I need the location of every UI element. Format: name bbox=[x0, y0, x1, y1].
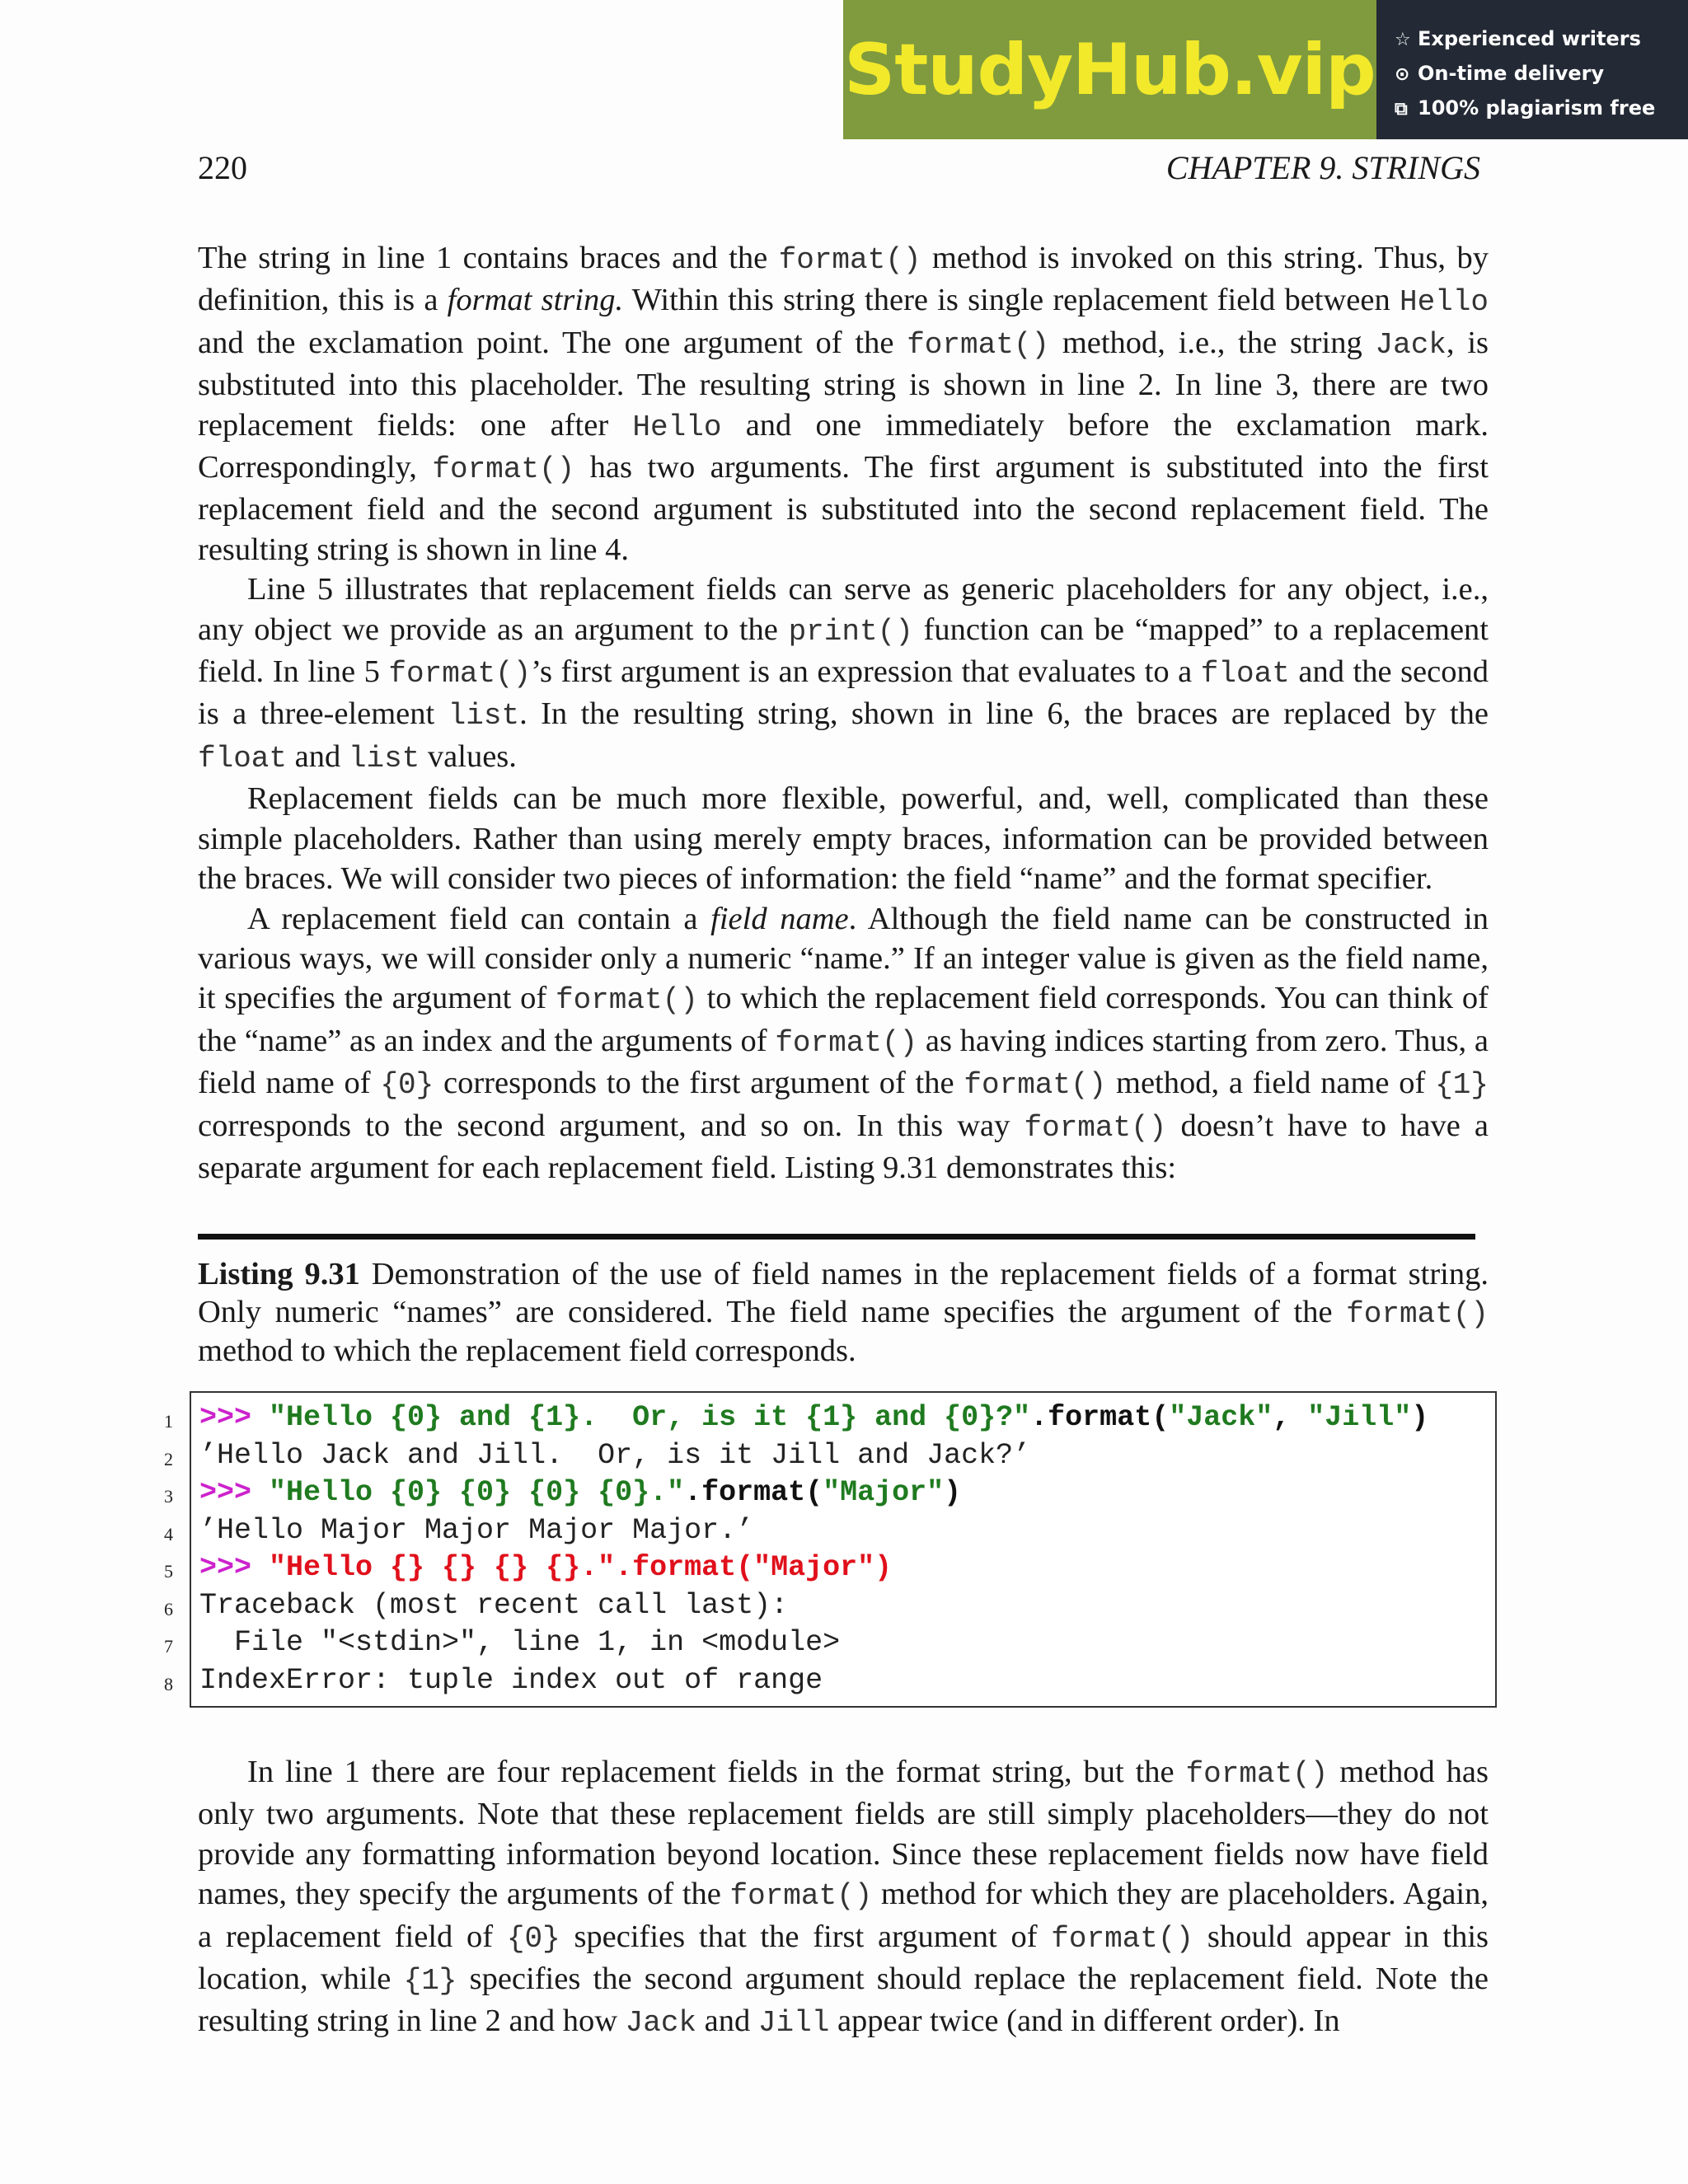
inline-code: float bbox=[198, 741, 288, 776]
code-token: , bbox=[1273, 1401, 1308, 1434]
inline-code: Jack bbox=[625, 2006, 697, 2041]
inline-code: format() bbox=[775, 1025, 918, 1060]
inline-code: format() bbox=[1051, 1921, 1194, 1956]
paragraph-1: The string in line 1 contains braces and the format() method is invoked on this string. Thus, by definition, this is a format string. Within this string there is single replacement field between Hello and the exclamation point. The one argument of the format() method, i.e., the string Jack, is substituted into this placeholder. The resulting string is shown in line 2. In line 3, there are two replacement fields: one after Hello and one immediately before the exclamation mark. Correspondingly, format() has two arguments. The first argument is substituted into the first replacement field and the second argument is substituted into the second replacement field. The resulting string is shown in line 4. bbox=[198, 241, 1489, 567]
studyhub-banner[interactable] bbox=[843, 0, 1688, 139]
prompt-token: >>> bbox=[199, 1401, 270, 1434]
chapter-title: CHAPTER 9. STRINGS bbox=[1165, 149, 1480, 186]
inline-code: list bbox=[448, 699, 520, 733]
star-icon: ☆ bbox=[1395, 30, 1411, 50]
paragraph-3: Replacement fields can be much more flexible, powerful, and, well, complicated than these simple placeholders. Rather than using merely empty braces, information can be provided between the braces. We will consider two pieces of information: the field “name” and the format specifier. bbox=[198, 781, 1489, 897]
body-text-bottom bbox=[198, 1752, 1489, 2044]
inline-code: list bbox=[348, 741, 420, 776]
listing-caption-text: Demonstration of the use of field names in the replacement fields of a format string. Only numeric “names” are considered. The field name specifies the argument of the format() method to which the replacement field corresponds. bbox=[198, 1257, 1489, 1368]
code-token: "Hello {} {} {} {}.".format("Major") bbox=[269, 1551, 893, 1584]
line-number: 2 bbox=[164, 1448, 173, 1469]
inline-code: {0} bbox=[380, 1068, 434, 1103]
code-token: .format( bbox=[1030, 1401, 1170, 1434]
paragraph-5: In line 1 there are four replacement fields in the format string, but the format() method has only two arguments. Note that these replacement fields are still simply placeholders—they do not provide any formatting information beyond location. Since these replacement fields now have field names, they specify the arguments of the format() method for which they are placeholders. Again, a replacement field of {0} specifies that the first argument of format() should appear in this location, while {1} specifies the second argument should replace the replacement field. Note the resulting string in line 2 and how Jack and Jill appear twice (and in different order). In bbox=[198, 1755, 1489, 2041]
code-token: ) bbox=[1411, 1401, 1429, 1434]
inline-code: format() bbox=[388, 657, 532, 691]
page-number: 220 bbox=[198, 149, 247, 186]
inline-code: Hello bbox=[632, 410, 722, 444]
listing-caption bbox=[198, 1256, 1489, 1371]
clock-icon: ⊙ bbox=[1395, 64, 1410, 85]
inline-code: Hello bbox=[1399, 285, 1489, 320]
code-token: "Jack" bbox=[1169, 1401, 1273, 1434]
inline-code: format() bbox=[778, 243, 921, 277]
line-number: 7 bbox=[164, 1636, 173, 1657]
inline-code: {0} bbox=[506, 1921, 560, 1956]
inline-code: format() bbox=[432, 452, 575, 487]
inline-code: float bbox=[1200, 657, 1290, 691]
inline-code: format() bbox=[964, 1068, 1107, 1103]
code-line bbox=[199, 1587, 788, 1625]
listing-top-rule bbox=[198, 1234, 1475, 1240]
running-head bbox=[198, 148, 1480, 194]
code-listing bbox=[190, 1391, 1497, 1708]
body-text-top bbox=[198, 238, 1489, 1188]
line-number: 4 bbox=[164, 1523, 173, 1544]
inline-code: format() bbox=[729, 1879, 873, 1914]
italic-term: format string. bbox=[447, 283, 624, 318]
code-line bbox=[199, 1549, 892, 1587]
studyhub-logo[interactable] bbox=[843, 0, 1376, 139]
code-token: "Major" bbox=[823, 1476, 945, 1509]
line-number: 1 bbox=[164, 1411, 173, 1432]
prompt-token: >>> bbox=[199, 1551, 270, 1584]
inline-code: {1} bbox=[403, 1964, 457, 1999]
code-token: ’Hello Major Major Major Major.’ bbox=[199, 1513, 754, 1547]
line-number: 8 bbox=[164, 1673, 173, 1694]
code-line bbox=[199, 1474, 961, 1512]
code-line bbox=[199, 1662, 823, 1700]
feature-plagiarism-free: ⧉ 100% plagiarism free bbox=[1395, 91, 1688, 125]
prompt-token: >>> bbox=[199, 1476, 270, 1509]
inline-code: {1} bbox=[1435, 1068, 1489, 1103]
code-token: "Hello {0} {0} {0} {0}." bbox=[269, 1476, 685, 1509]
paragraph-2: Line 5 illustrates that replacement fields can serve as generic placeholders for any object, i.e., any object we provide as an argument to the print() function can be “mapped” to a replacement field. In line 5 format()’s first argument is an expression that evaluates to a float and the second is a three-element list. In the resulting string, shown in line 6, the braces are replaced by the float and list values. bbox=[198, 572, 1489, 776]
listing-label: Listing 9.31 bbox=[198, 1257, 360, 1291]
inline-code: format() bbox=[1185, 1757, 1329, 1791]
line-number: 5 bbox=[164, 1561, 173, 1582]
code-token: File "<stdin>", line 1, in <module> bbox=[199, 1626, 841, 1659]
code-token: ’Hello Jack and Jill. Or, is it Jill and Jack?’ bbox=[199, 1438, 1031, 1472]
code-line bbox=[199, 1399, 1428, 1437]
logo-text: StudyHub.vip bbox=[844, 28, 1376, 111]
italic-term: field name bbox=[710, 901, 849, 936]
code-line bbox=[199, 1624, 840, 1662]
feature-on-time-delivery: ⊙ On-time delivery bbox=[1395, 56, 1688, 91]
inline-code: format() bbox=[1346, 1296, 1489, 1331]
inline-code: print() bbox=[788, 614, 913, 649]
inline-code: Jill bbox=[757, 2006, 830, 2041]
inline-code: format() bbox=[907, 327, 1050, 362]
line-number: 3 bbox=[164, 1486, 173, 1507]
code-line bbox=[199, 1437, 1030, 1475]
feature-experienced-writers: ☆ Experienced writers bbox=[1395, 21, 1688, 56]
code-token: ) bbox=[944, 1476, 962, 1509]
code-token: "Jill" bbox=[1307, 1401, 1412, 1434]
line-number: 6 bbox=[164, 1598, 173, 1619]
code-token: IndexError: tuple index out of range bbox=[199, 1663, 823, 1697]
paragraph-4: A replacement field can contain a field name. Although the field name can be constructed in various ways, we will consider only a numeric “name.” If an integer value is given as the field name, it specifies the argument of format() to which the replacement field corresponds. You can think of the “name” as an index and the arguments of format() as having indices starting from zero. Thus, a field name of {0} corresponds to the first argument of the format() method, a field name of {1} corresponds to the second argument, and so on. In this way format() doesn’t have to have a separate argument for each replacement field. Listing 9.31 demonstrates this: bbox=[198, 901, 1489, 1185]
inline-code: format() bbox=[555, 983, 698, 1018]
banner-features bbox=[1376, 0, 1688, 139]
inline-code: format() bbox=[1024, 1110, 1167, 1145]
code-token: Traceback (most recent call last): bbox=[199, 1588, 789, 1622]
code-token: "Hello {0} and {1}. Or, is it {1} and {0}?" bbox=[269, 1401, 1031, 1434]
inline-code: Jack bbox=[1375, 327, 1447, 362]
code-token: .format( bbox=[684, 1476, 823, 1509]
code-line bbox=[199, 1512, 753, 1550]
copy-icon: ⧉ bbox=[1395, 99, 1408, 120]
